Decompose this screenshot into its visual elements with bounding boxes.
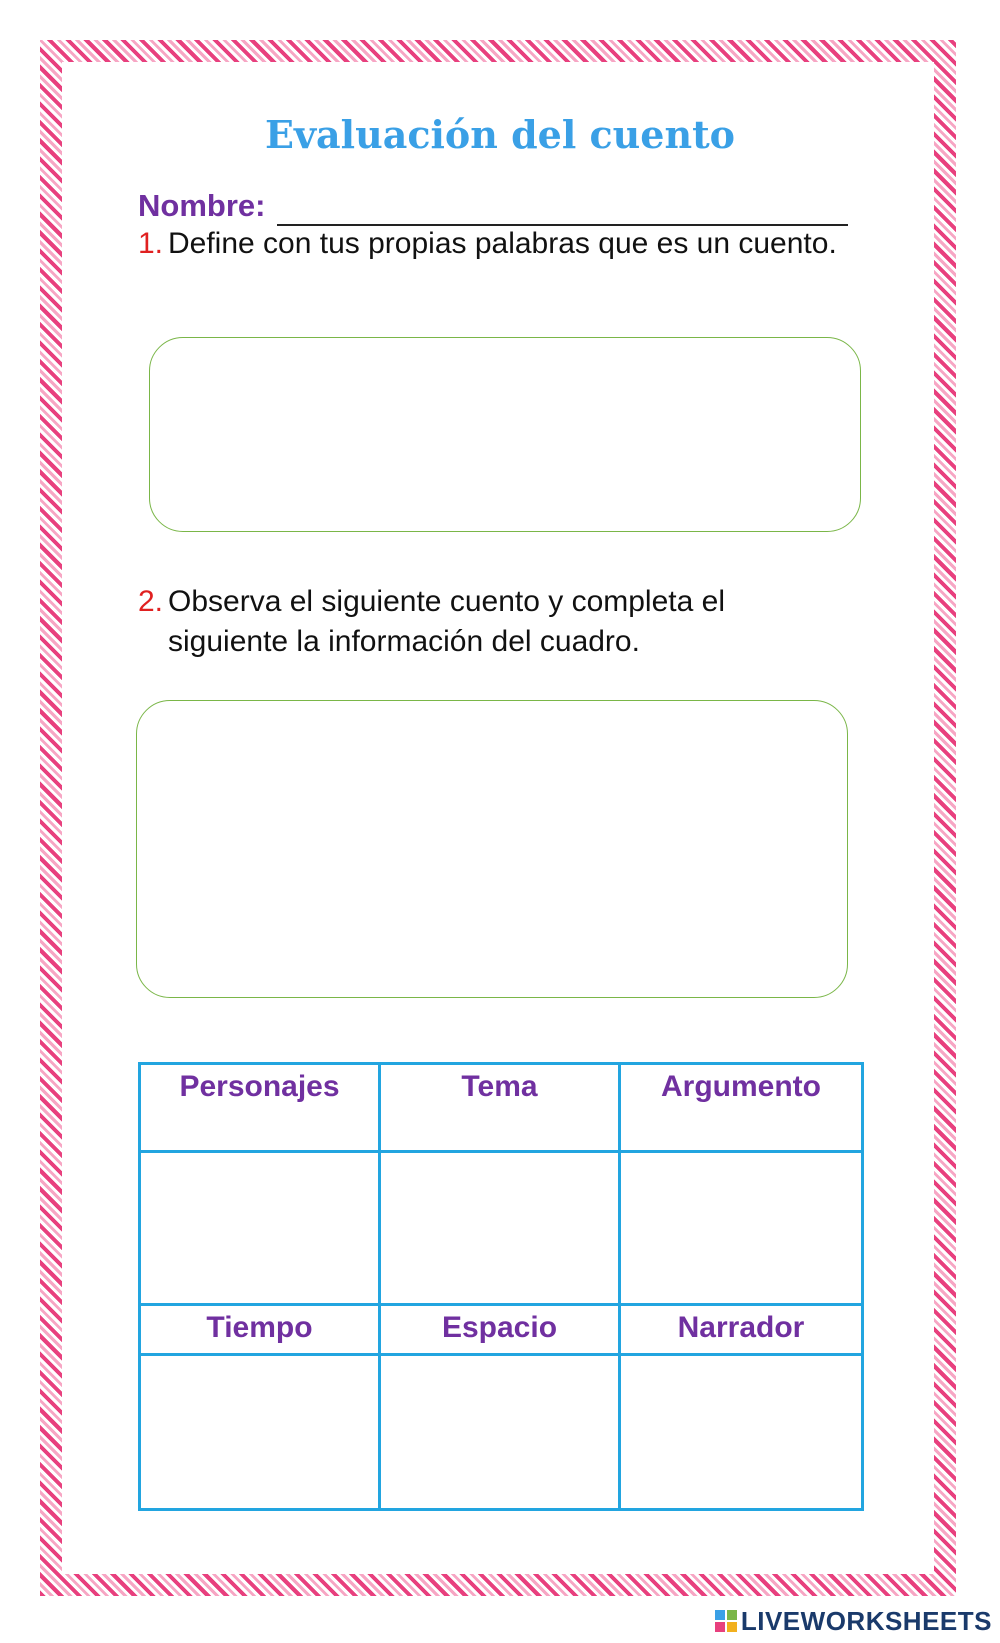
header-personajes: Personajes <box>141 1065 381 1153</box>
cell-argumento[interactable] <box>621 1153 861 1306</box>
question-1-number: 1. <box>138 227 164 260</box>
cell-tiempo[interactable] <box>141 1356 381 1508</box>
header-narrador: Narrador <box>621 1306 861 1356</box>
answer-box-2[interactable] <box>136 700 848 998</box>
cell-tema[interactable] <box>381 1153 621 1306</box>
cell-personajes[interactable] <box>141 1153 381 1306</box>
header-espacio: Espacio <box>381 1306 621 1356</box>
question-2-text: Observa el siguiente cuento y completa el siguiente la información del cuadro. <box>168 585 725 658</box>
cell-narrador[interactable] <box>621 1356 861 1508</box>
question-1 <box>138 224 838 264</box>
answer-box-1[interactable] <box>149 337 861 532</box>
name-label: Nombre: <box>138 188 266 223</box>
liveworksheets-logo-icon <box>715 1610 737 1632</box>
brand-name: LIVEWORKSHEETS <box>740 1605 992 1636</box>
question-2 <box>138 582 838 662</box>
cell-espacio[interactable] <box>381 1356 621 1508</box>
header-tiempo: Tiempo <box>141 1306 381 1356</box>
name-row <box>138 180 848 226</box>
header-argumento: Argumento <box>621 1065 861 1153</box>
question-2-number: 2. <box>138 585 164 618</box>
question-1-text: Define con tus propias palabras que es un cuento. <box>168 227 837 260</box>
header-tema: Tema <box>381 1065 621 1153</box>
name-input-line[interactable] <box>277 186 848 226</box>
brand-footer <box>715 1603 992 1639</box>
story-elements-table <box>138 1062 864 1511</box>
page-title: Evaluación del cuento <box>264 112 735 157</box>
